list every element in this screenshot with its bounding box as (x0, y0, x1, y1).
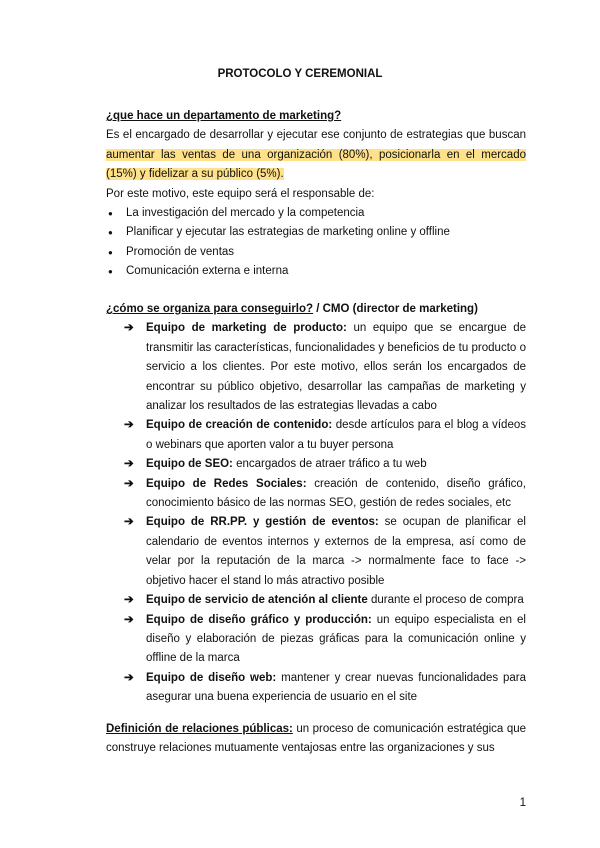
team-item (118, 669, 526, 708)
team-description: encargados de atraer tráfico a tu web (232, 458, 427, 471)
arrow-right-icon: ➔ (124, 516, 134, 529)
team-item (118, 455, 526, 474)
section-marketing-department (106, 107, 526, 282)
team-title: Equipo de SEO: (146, 458, 233, 471)
bullet-list (106, 204, 526, 282)
team-description: un equipo que se encargue de transmitir las características, funcionalidades y beneficios de tu producto o servicio a los clientes. Por este motivo, ellos serán los encargados de encontrar su público objetivo, desarrollar las campañas de marketing y analizar los resultados de las estrategias llevadas a cabo (146, 322, 526, 413)
arrow-right-icon: ➔ (124, 671, 134, 684)
section-organization (106, 300, 526, 708)
team-item (118, 475, 526, 514)
team-title: Equipo de creación de contenido: (146, 419, 333, 432)
team-item (118, 416, 526, 455)
team-title: Equipo de marketing de producto: (146, 322, 347, 335)
paragraph (106, 126, 526, 184)
team-item (118, 319, 526, 416)
page-number: 1 (519, 797, 526, 809)
list-item-text: Planificar y ejecutar las estrategias de marketing online y offline (126, 226, 450, 239)
team-item (118, 513, 526, 591)
arrow-right-icon: ➔ (124, 613, 134, 626)
bullet-dot-icon: ● (108, 267, 113, 277)
team-title: Equipo de diseño web: (146, 671, 277, 684)
bullet-dot-icon: ● (108, 209, 113, 219)
list-item (106, 223, 526, 242)
team-description: se ocupan de planificar el calendario de eventos internos y externos de la empresa, así como de velar por la reputación de la marca -> normalmente face to face -> objetivo hacer el stand lo más atractivo posible (146, 516, 526, 587)
intro-text: Por este motivo, este equipo será el responsable de: (106, 187, 375, 200)
arrow-right-icon: ➔ (124, 419, 134, 432)
list-item-text: La investigación del mercado y la competencia (126, 207, 365, 220)
team-title: Equipo de servicio de atención al cliente (146, 594, 368, 607)
team-title: Equipo de Redes Sociales: (146, 477, 307, 490)
team-description: creación de contenido, diseño gráfico, conocimiento básico de las normas SEO, gestión de redes sociales, etc (146, 477, 527, 510)
section-heading: Definición de relaciones públicas: (106, 723, 293, 735)
arrow-right-icon: ➔ (124, 458, 134, 471)
team-title: Equipo de diseño gráfico y producción: (146, 613, 372, 626)
arrow-right-icon: ➔ (124, 594, 134, 607)
section-heading: ¿que hace un departamento de marketing? (106, 110, 342, 122)
team-description: durante el proceso de compra (367, 594, 524, 607)
arrow-right-icon: ➔ (124, 477, 134, 490)
list-item-text: Promoción de ventas (126, 245, 235, 258)
paragraph-text: Es el encargado de desarrollar y ejecutar ese conjunto de estrategias que buscan (106, 129, 526, 142)
definition-text: un proceso de comunicación estratégica que construye relaciones mutuamente ventajosas entre las organizaciones y sus (106, 723, 527, 755)
arrow-right-icon: ➔ (124, 322, 134, 335)
section-public-relations (106, 720, 526, 759)
team-item (118, 611, 526, 669)
list-item-text: Comunicación externa e interna (126, 265, 289, 278)
list-item (106, 204, 526, 223)
section-heading: ¿cómo se organiza para conseguirlo? (106, 303, 314, 315)
team-description: mantener y crear nuevas funcionalidades para asegurar una buena experiencia de usuario en el site (146, 671, 526, 704)
team-item (118, 591, 526, 610)
section-heading-suffix: / CMO (director de marketing) (313, 303, 478, 315)
document-title: PROTOCOLO Y CEREMONIAL (217, 68, 383, 80)
team-description: un equipo especialista en el diseño y elaboración de piezas gráficas para la comunicación online y offline de la marca (146, 613, 526, 665)
team-list (118, 319, 526, 707)
team-description: desde artículos para el blog a vídeos o webinars que aporten valor a tu buyer persona (146, 419, 526, 451)
bullet-dot-icon: ● (108, 247, 113, 257)
list-item (106, 262, 526, 281)
team-title: Equipo de RR.PP. y gestión de eventos: (146, 516, 379, 529)
highlighted-text: aumentar las ventas de una organización (80%), posicionarla en el mercado (15%) y fidelizar a su público (5%). (106, 148, 526, 181)
list-item (106, 243, 526, 262)
bullet-dot-icon: ● (108, 228, 113, 238)
